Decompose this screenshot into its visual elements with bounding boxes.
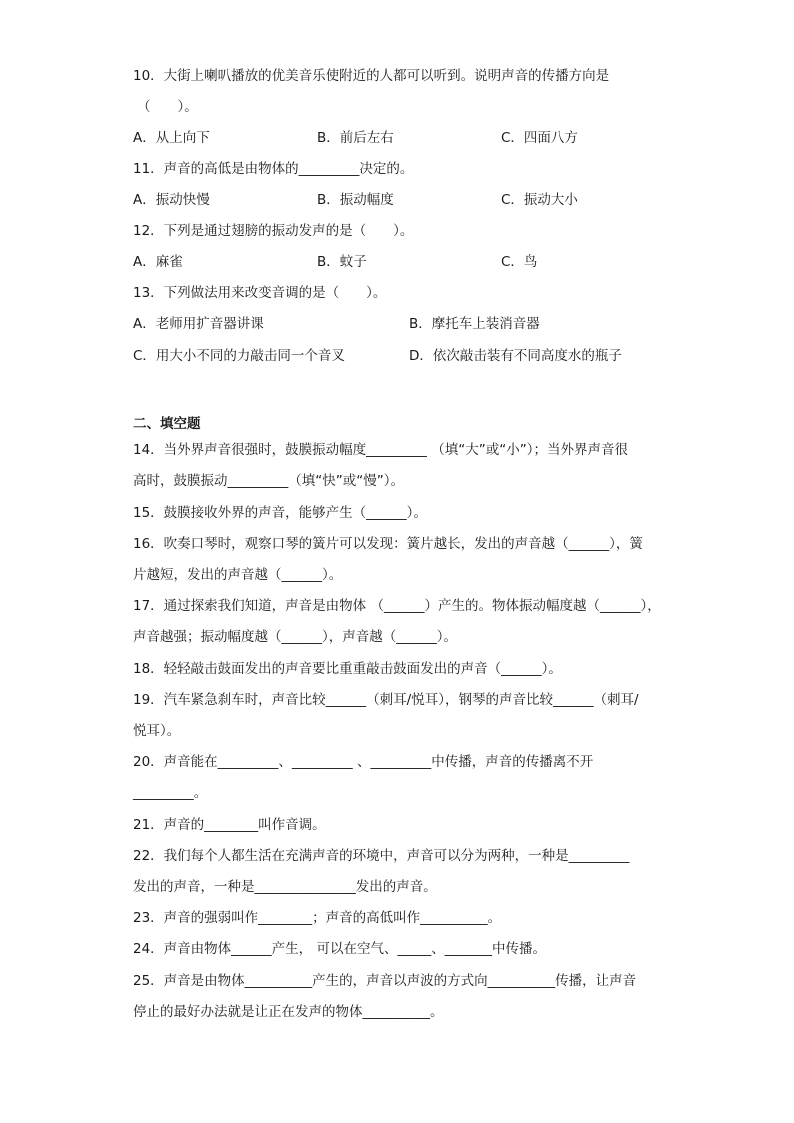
question-10-blank: （ ）。 — [137, 99, 198, 115]
option-d: D．依次敲击装有不同高度水的瓶子 — [409, 348, 622, 364]
question-line: 25．声音是由物体__________产生的，声音以声波的方式向__________传播，让声音 — [133, 973, 637, 989]
question-line: 停止的最好办法就是让正在发声的物体__________。 — [133, 1004, 444, 1020]
question-line: 发出的声音，一种是_______________发出的声音。 — [133, 879, 437, 895]
option-c: C．四面八方 — [501, 130, 578, 146]
question-line: 15．鼓膜接收外界的声音，能够产生（______）。 — [133, 505, 427, 521]
question-line: 23．声音的强弱叫作________；声音的高低叫作__________。 — [133, 910, 502, 926]
question-line: _________。 — [133, 785, 208, 801]
question-line: 17．通过探索我们知道，声音是由物体 （______）产生的。物体振动幅度越（______）， — [133, 598, 661, 614]
question-line: 19．汽车紧急刹车时，声音比较______（刺耳/悦耳），钢琴的声音比较______（刺耳/ — [133, 692, 639, 708]
question-13: 13．下列做法用来改变音调的是（ ）。 — [133, 285, 387, 301]
question-line: 声音越强；振动幅度越（______），声音越（______）。 — [133, 629, 457, 645]
section-title: 二、填空题 — [133, 416, 201, 432]
option-b: B．前后左右 — [317, 130, 394, 146]
option-c: C．鸟 — [501, 254, 538, 270]
question-line: 18．轻轻敲击鼓面发出的声音要比重重敲击鼓面发出的声音（______）。 — [133, 661, 562, 677]
option-a: A．麻雀 — [133, 254, 183, 270]
question-12: 12．下列是通过翅膀的振动发声的是（ ）。 — [133, 223, 414, 239]
option-b: B．振动幅度 — [317, 192, 394, 208]
option-b: B．蚊子 — [317, 254, 367, 270]
option-c: C．振动大小 — [501, 192, 578, 208]
question-line: 片越短，发出的声音越（______）。 — [133, 567, 343, 583]
option-b: B．摩托车上装消音器 — [409, 316, 540, 332]
question-11: 11．声音的高低是由物体的_________决定的。 — [133, 161, 414, 177]
option-a: A．振动快慢 — [133, 192, 210, 208]
question-10: 10．大街上喇叭播放的优美音乐使附近的人都可以听到。说明声音的传播方向是 — [133, 68, 610, 84]
question-line: 21．声音的________叫作音调。 — [133, 817, 326, 833]
option-a: A．老师用扩音器讲课 — [133, 316, 264, 332]
question-line: 20．声音能在_________、_________ 、_________中传播，声音的传播离不开 — [133, 754, 594, 770]
question-line: 22．我们每个人都生活在充满声音的环境中，声音可以分为两种，一种是_________ — [133, 848, 630, 864]
question-line: 高时，鼓膜振动_________（填“快”或“慢”）。 — [133, 473, 404, 489]
question-line: 14．当外界声音很强时，鼓膜振动幅度_________ （填“大”或“小”）；当外界声音很 — [133, 442, 628, 458]
option-c: C．用大小不同的力敲击同一个音叉 — [133, 348, 345, 364]
question-line: 24．声音由物体______产生， 可以在空气、_____、_______中传播。 — [133, 941, 546, 957]
option-a: A．从上向下 — [133, 130, 210, 146]
question-line: 16．吹奏口琴时，观察口琴的簧片可以发现：簧片越长，发出的声音越（______），簧 — [133, 536, 643, 552]
question-line: 悦耳）。 — [133, 723, 181, 739]
